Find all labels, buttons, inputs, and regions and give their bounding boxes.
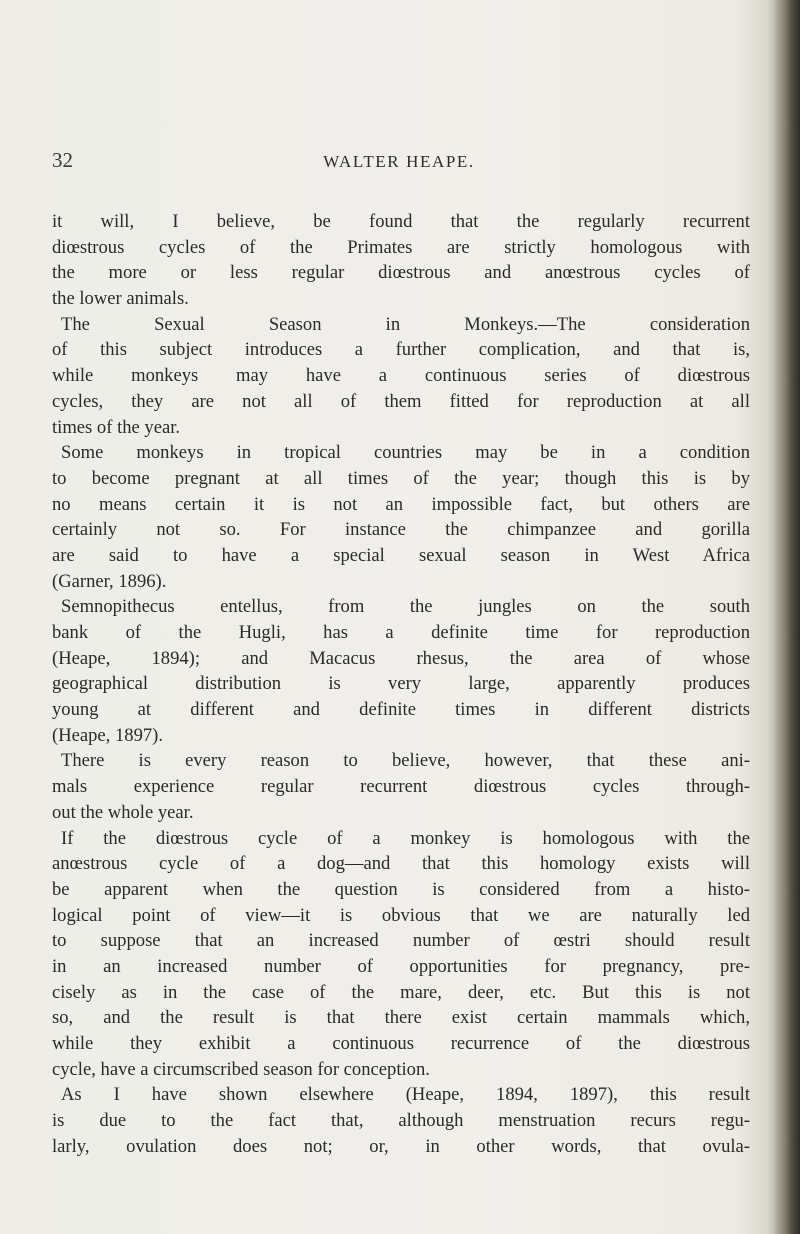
text-line: bank of the Hugli, has a definite time for reproduction xyxy=(52,622,750,643)
text-line: (Garner, 1896). xyxy=(52,570,167,592)
text-line: Some monkeys in tropical countries may be in a condition xyxy=(61,442,750,464)
text-line: If the diœstrous cycle of a monkey is homologous with the xyxy=(61,827,750,849)
text-line: be apparent when the question is considered from a histo- xyxy=(52,878,750,900)
text-line: As I have shown elsewhere (Heape, 1894, 1897), this result xyxy=(61,1084,750,1106)
section-heading-line: The Sexual Season in Monkeys.—The consideration xyxy=(61,313,750,335)
text-line: certainly not so. For instance the chimpanzee and gorilla xyxy=(52,519,750,541)
text-line: it will, I believe, be found that the regularly recurrent xyxy=(52,211,750,232)
text-line: (Heape, 1897). xyxy=(52,724,163,746)
running-head: WALTER HEAPE. xyxy=(323,152,475,171)
page-header xyxy=(52,148,746,176)
text-line: of this subject introduces a further complication, and that is, xyxy=(52,339,750,361)
text-line: cisely as in the case of the mare, deer, etc. But this is not xyxy=(52,981,750,1003)
text-line: out the whole year. xyxy=(52,801,194,823)
text-line: (Heape, 1894); and Macacus rhesus, the area of whose xyxy=(52,647,750,669)
page-number: 32 xyxy=(52,148,73,172)
text-line: young at different and definite times in different districts xyxy=(52,699,750,721)
text-line: mals experience regular recurrent diœstrous cycles through- xyxy=(52,776,750,798)
text-line: so, and the result is that there exist certain mammals which, xyxy=(52,1007,750,1029)
page-binding-shadow xyxy=(774,0,800,1234)
text-line: logical point of view—it is obvious that we are naturally led xyxy=(52,904,750,926)
text-line: cycles, they are not all of them fitted for reproduction at all xyxy=(52,390,750,412)
text-line: There is every reason to believe, however, that these ani- xyxy=(61,750,750,772)
text-line: geographical distribution is very large, apparently produces xyxy=(52,673,750,695)
text-line: no means certain it is not an impossible fact, but others are xyxy=(52,493,750,515)
text-line: larly, ovulation does not; or, in other words, that ovula- xyxy=(52,1135,750,1157)
text-line: is due to the fact that, although menstruation recurs regu- xyxy=(52,1110,750,1132)
body-text xyxy=(52,209,750,1159)
text-line: to suppose that an increased number of œstri should result xyxy=(52,930,750,952)
text-line: while monkeys may have a continuous series of diœstrous xyxy=(52,365,750,387)
text-line: while they exhibit a continuous recurrence of the diœstrous xyxy=(52,1033,750,1054)
text-line: anœstrous cycle of a dog—and that this homology exists will xyxy=(52,853,750,875)
text-line: in an increased number of opportunities for pregnancy, pre- xyxy=(52,955,750,977)
text-line: diœstrous cycles of the Primates are strictly homologous with xyxy=(52,236,750,258)
text-line: the lower animals. xyxy=(52,288,189,310)
text-line: cycle, have a circumscribed season for conception. xyxy=(52,1058,430,1080)
text-line: to become pregnant at all times of the year; though this is by xyxy=(52,467,750,489)
text-line: are said to have a special sexual season in West Africa xyxy=(52,544,750,566)
text-line: times of the year. xyxy=(52,416,181,438)
text-line: the more or less regular diœstrous and anœstrous cycles of xyxy=(52,262,750,284)
text-line: Semnopithecus entellus, from the jungles on the south xyxy=(61,596,750,618)
